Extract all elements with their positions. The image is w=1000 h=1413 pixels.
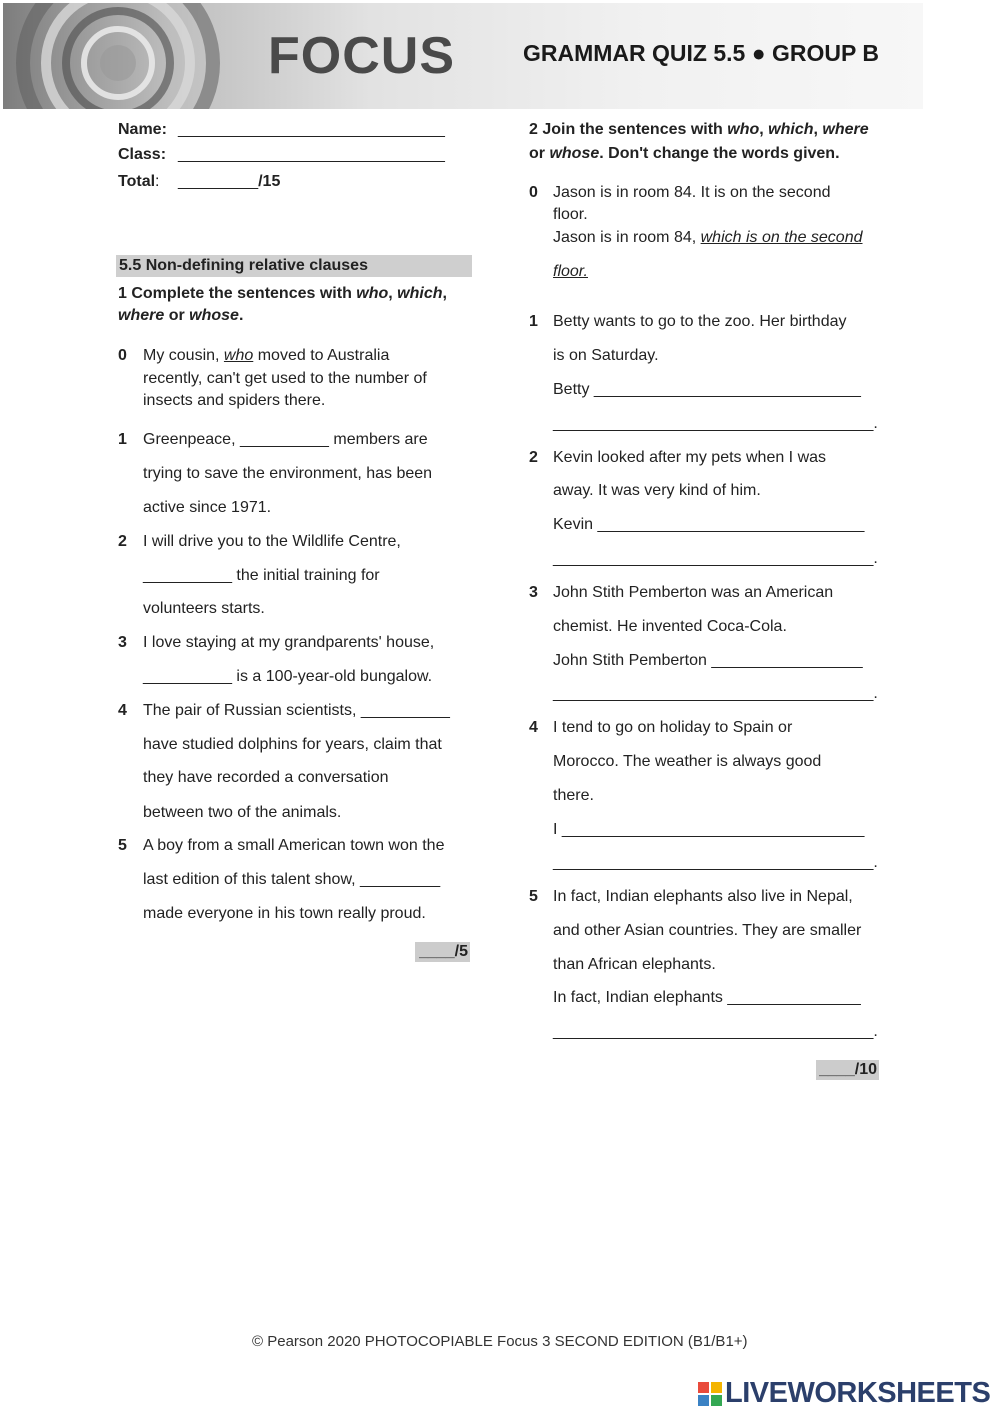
exercise1-instruction-line1: 1 Complete the sentences with who, which, — [118, 285, 447, 302]
ex2-item5-answer1[interactable]: In fact, Indian elephants _______________ — [553, 989, 861, 1006]
total-max: /15 — [258, 173, 281, 190]
header-swirl-graphic — [3, 3, 263, 109]
ex1-item0-line3: insects and spiders there. — [143, 392, 326, 409]
ex2-item3-answer1[interactable]: John Stith Pemberton _________________ — [553, 652, 863, 669]
ex1-item2-number: 2 — [118, 533, 127, 550]
total-field[interactable]: _________ — [178, 173, 259, 190]
ex1-item5-number: 5 — [118, 837, 127, 854]
ex2-item1-answer2[interactable]: ____________________________________. — [553, 415, 878, 432]
ex1-item4-number: 4 — [118, 702, 127, 719]
name-label: Name: — [118, 121, 167, 138]
ex1-item0-number: 0 — [118, 347, 127, 364]
example-answer: who — [223, 347, 254, 364]
ex2-item3-line2: chemist. He invented Coca-Cola. — [553, 618, 787, 635]
ex1-item4-line4: between two of the animals. — [143, 804, 342, 821]
ex1-item5-line1: A boy from a small American town won the — [143, 837, 445, 854]
ex2-item3-line1: John Stith Pemberton was an American — [553, 584, 834, 601]
ex2-item4-line2: Morocco. The weather is always good — [553, 753, 822, 770]
ex2-item4-line3: there. — [553, 787, 594, 804]
exercise1-instruction-line2: where or whose. — [118, 307, 244, 324]
ex2-item3-answer2[interactable]: ____________________________________. — [553, 685, 878, 702]
ex1-item0-line2: recently, can't get used to the number of — [143, 370, 427, 387]
ex1-item1-line1[interactable]: Greenpeace, __________ members are — [143, 431, 428, 448]
ex2-item2-line2: away. It was very kind of him. — [553, 482, 761, 499]
section-title: 5.5 Non-defining relative clauses — [119, 257, 368, 274]
ex2-item0-number: 0 — [529, 184, 538, 201]
ex2-item4-answer2[interactable]: ____________________________________. — [553, 854, 878, 871]
ex2-item0-line1: Jason is in room 84. It is on the second — [553, 184, 831, 201]
ex2-item2-answer1[interactable]: Kevin ______________________________ — [553, 516, 865, 533]
ex1-item4-line2: have studied dolphins for years, claim that — [143, 736, 442, 753]
ex2-item5-number: 5 — [529, 888, 538, 905]
ex2-item2-number: 2 — [529, 449, 538, 466]
liveworksheets-icon — [698, 1382, 722, 1406]
ex2-item1-number: 1 — [529, 313, 538, 330]
ex2-item5-line3: than African elephants. — [553, 956, 716, 973]
focus-logo: FOCUS — [268, 27, 455, 85]
class-label: Class: — [118, 146, 167, 163]
total-score — [178, 172, 280, 192]
total-row — [118, 172, 159, 192]
class-field[interactable]: ______________________________ — [178, 146, 445, 163]
liveworksheets-text: LIVEWORKSHEETS — [725, 1377, 991, 1409]
total-colon: : — [155, 173, 160, 190]
ex1-item2-line2[interactable]: __________ the initial training for — [143, 567, 380, 584]
exercise2-score: ____/10 — [816, 1060, 879, 1080]
ex1-item3-number: 3 — [118, 634, 127, 651]
ex2-item2-line1: Kevin looked after my pets when I was — [553, 449, 827, 466]
ex2-item5-line1: In fact, Indian elephants also live in Nepal, — [553, 888, 853, 905]
ex1-item4-line1[interactable]: The pair of Russian scientists, __________ — [143, 702, 450, 719]
exercise1-score: ____/5 — [415, 942, 470, 962]
ex2-item5-answer2[interactable]: ____________________________________. — [553, 1023, 878, 1040]
ex2-item4-number: 4 — [529, 719, 538, 736]
ex2-item4-answer1[interactable]: I __________________________________ — [553, 821, 865, 838]
example-answer-underlined: which is on the second — [700, 229, 863, 246]
ex2-item1-line1: Betty wants to go to the zoo. Her birthday — [553, 313, 847, 330]
ex1-item5-line3: made everyone in his town really proud. — [143, 905, 426, 922]
quiz-title: GRAMMAR QUIZ 5.5 ● GROUP B — [523, 40, 879, 66]
ex1-item4-line3: they have recorded a conversation — [143, 769, 389, 786]
ex2-item0-answer-cont: floor. — [553, 263, 588, 280]
ex1-item3-line2[interactable]: __________ is a 100-year-old bungalow. — [143, 668, 433, 685]
ex2-item0-answer: Jason is in room 84, which is on the second — [553, 229, 863, 246]
ex1-item2-line1: I will drive you to the Wildlife Centre, — [143, 533, 401, 550]
ex2-item1-line2: is on Saturday. — [553, 347, 659, 364]
total-label: Total — [118, 173, 156, 190]
ex2-item5-line2: and other Asian countries. They are smaller — [553, 922, 862, 939]
copyright-footer: © Pearson 2020 PHOTOCOPIABLE Focus 3 SECOND EDITION (B1/B1+) — [252, 1333, 748, 1350]
ex1-item3-line1: I love staying at my grandparents' house, — [143, 634, 435, 651]
ex2-item3-number: 3 — [529, 584, 538, 601]
name-field[interactable]: ______________________________ — [178, 121, 445, 138]
ex1-item1-number: 1 — [118, 431, 127, 448]
exercise2-instruction-line2: or whose. Don't change the words given. — [529, 145, 840, 162]
ex2-item1-answer1[interactable]: Betty ______________________________ — [553, 381, 861, 398]
ex1-item1-line3: active since 1971. — [143, 499, 272, 516]
ex2-item4-line1: I tend to go on holiday to Spain or — [553, 719, 793, 736]
ex2-item2-answer2[interactable]: ____________________________________. — [553, 550, 878, 567]
ex1-item0-line1: My cousin, who moved to Australia — [143, 347, 390, 364]
exercise2-instruction-line1: 2 Join the sentences with who, which, where — [529, 121, 869, 138]
ex1-item5-line2[interactable]: last edition of this talent show, _________ — [143, 871, 441, 888]
ex1-item1-line2: trying to save the environment, has been — [143, 465, 433, 482]
ex1-item2-line3: volunteers starts. — [143, 600, 265, 617]
ex2-item0-line2: floor. — [553, 206, 588, 223]
